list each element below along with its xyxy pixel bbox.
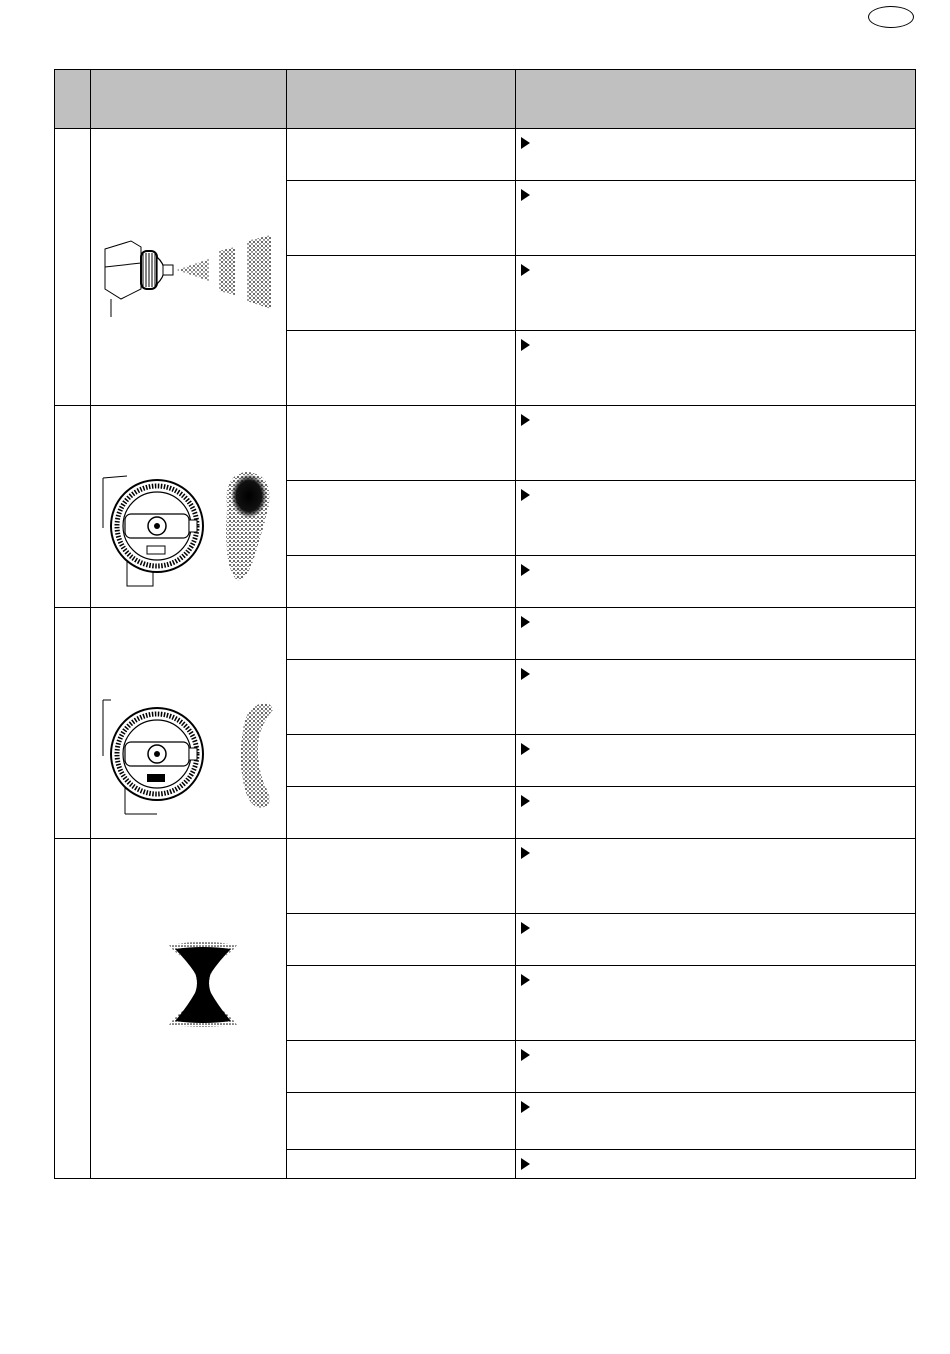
cause-cell [287, 1093, 516, 1150]
language-badge [868, 6, 914, 28]
remedy-cell [516, 966, 916, 1041]
fault-image-cell [91, 839, 287, 1179]
remedy-cell [516, 181, 916, 256]
fault-image-cell [91, 129, 287, 406]
bullet-arrow-icon [521, 795, 530, 807]
bullet-arrow-icon [521, 668, 530, 680]
cause-cell [287, 966, 516, 1041]
header-fault [91, 70, 287, 129]
bullet-arrow-icon [521, 137, 530, 149]
bullet-arrow-icon [521, 847, 530, 859]
cause-cell [287, 608, 516, 660]
remedy-cell [516, 735, 916, 787]
cause-cell [287, 1041, 516, 1093]
remedy-cell [516, 608, 916, 660]
aircap-front-drop-pattern-icon [97, 468, 287, 588]
remedy-cell [516, 331, 916, 406]
bullet-arrow-icon [521, 922, 530, 934]
cause-cell [287, 735, 516, 787]
group-number [55, 839, 91, 1179]
bullet-arrow-icon [521, 616, 530, 628]
hourglass-pattern-icon [163, 939, 243, 1029]
fault-image-cell [91, 608, 287, 839]
bullet-arrow-icon [521, 564, 530, 576]
cause-cell [287, 481, 516, 556]
remedy-cell [516, 787, 916, 839]
remedy-cell [516, 1150, 916, 1179]
spray-gun-side-spray-fan-icon [101, 229, 281, 319]
cause-cell [287, 914, 516, 966]
remedy-cell [516, 556, 916, 608]
bullet-arrow-icon [521, 189, 530, 201]
header-remedy [516, 70, 916, 129]
table-row [55, 608, 916, 660]
cause-cell [287, 1150, 516, 1179]
cause-cell [287, 787, 516, 839]
remedy-cell [516, 129, 916, 181]
bullet-arrow-icon [521, 264, 530, 276]
remedy-cell [516, 406, 916, 481]
group-number [55, 406, 91, 608]
table-row [55, 839, 916, 914]
cause-cell [287, 839, 516, 914]
remedy-cell [516, 839, 916, 914]
table-header-row [55, 70, 916, 129]
cause-cell [287, 406, 516, 481]
cause-cell [287, 256, 516, 331]
bullet-arrow-icon [521, 1049, 530, 1061]
header-number [55, 70, 91, 129]
bullet-arrow-icon [521, 489, 530, 501]
remedy-cell [516, 481, 916, 556]
cause-cell [287, 129, 516, 181]
remedy-cell [516, 1093, 916, 1150]
header-cause [287, 70, 516, 129]
group-number [55, 608, 91, 839]
bullet-arrow-icon [521, 974, 530, 986]
table-row [55, 406, 916, 481]
bullet-arrow-icon [521, 339, 530, 351]
troubleshooting-table [54, 69, 916, 1179]
remedy-cell [516, 1041, 916, 1093]
aircap-front-crescent-pattern-icon [97, 696, 287, 816]
remedy-cell [516, 660, 916, 735]
cause-cell [287, 660, 516, 735]
remedy-cell [516, 914, 916, 966]
cause-cell [287, 556, 516, 608]
fault-image-cell [91, 406, 287, 608]
group-number [55, 129, 91, 406]
remedy-cell [516, 256, 916, 331]
cause-cell [287, 181, 516, 256]
bullet-arrow-icon [521, 1158, 530, 1170]
table-row [55, 129, 916, 181]
cause-cell [287, 331, 516, 406]
bullet-arrow-icon [521, 743, 530, 755]
bullet-arrow-icon [521, 1101, 530, 1113]
bullet-arrow-icon [521, 414, 530, 426]
